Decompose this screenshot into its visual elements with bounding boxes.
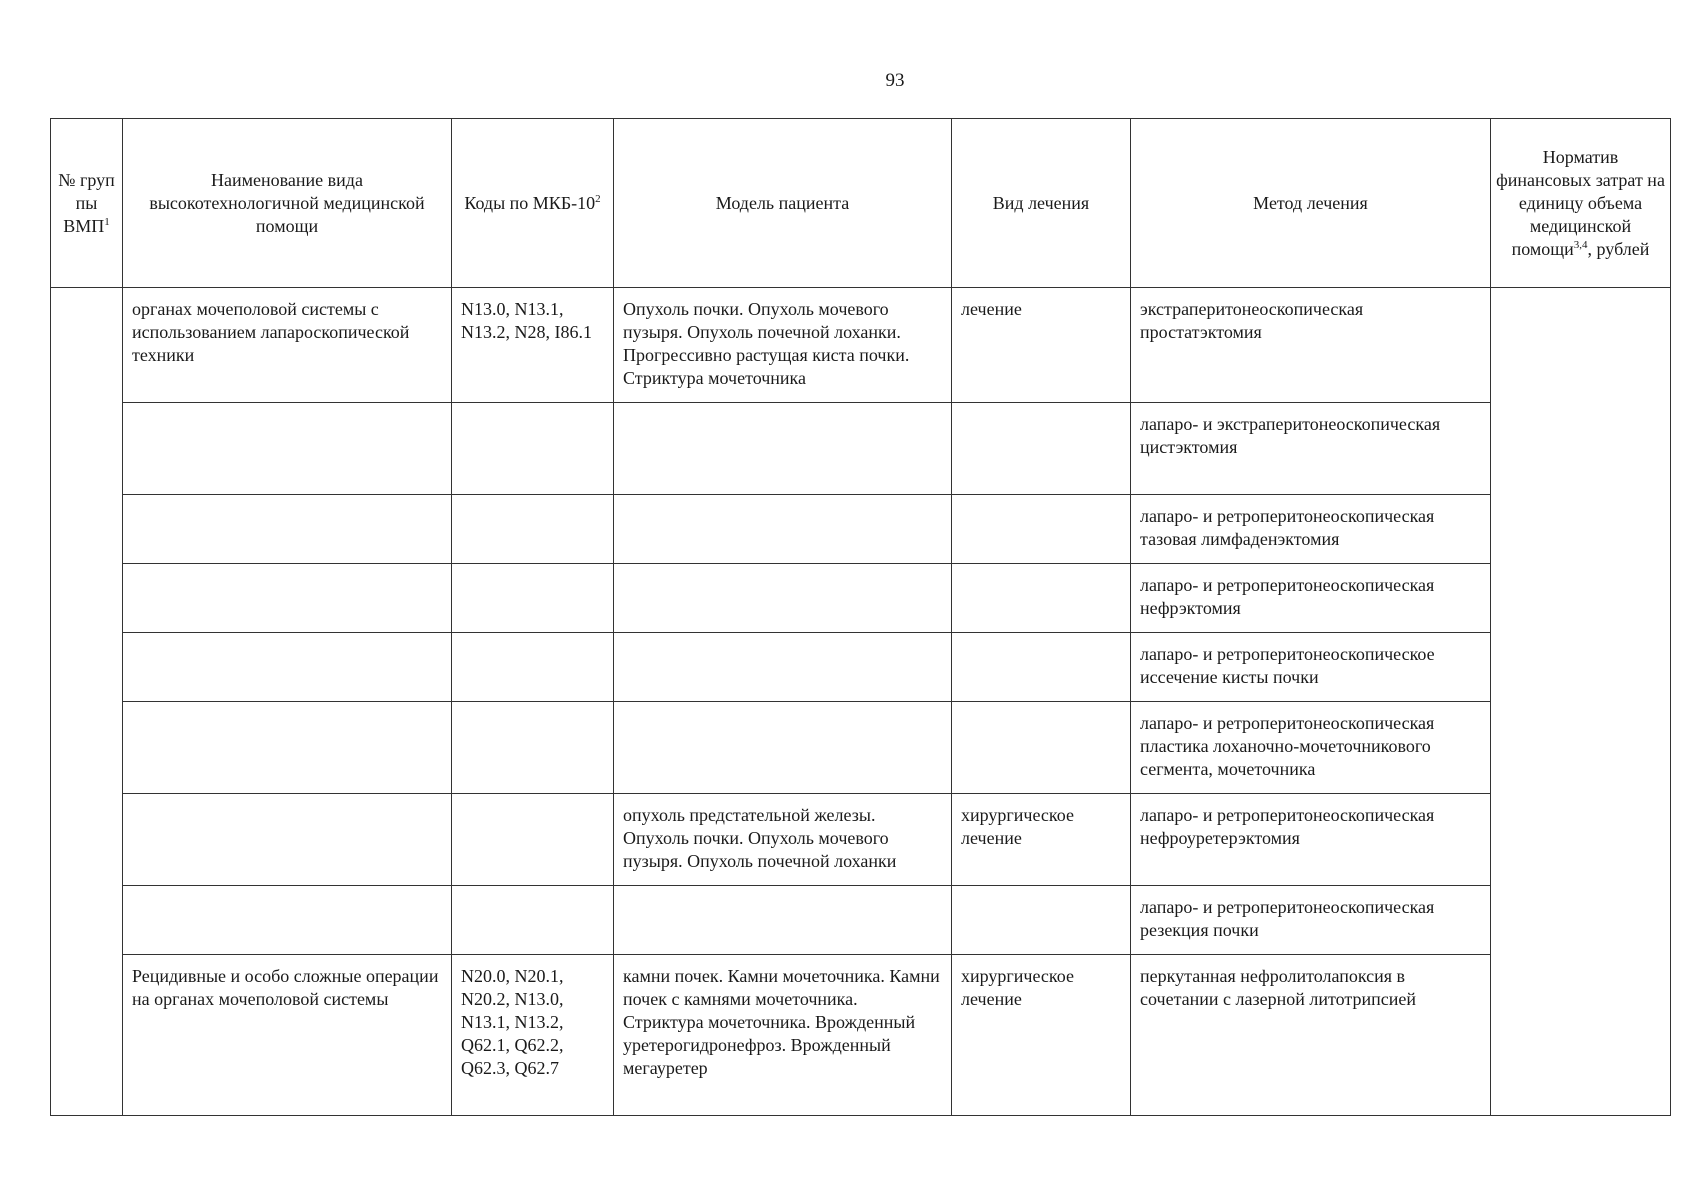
icd-codes-cell (452, 886, 614, 955)
treatment-type-cell (952, 886, 1131, 955)
icd-codes-cell (452, 564, 614, 633)
vmp-name-cell (123, 886, 452, 955)
header-treatment-method: Метод лечения (1131, 119, 1491, 288)
group-no-cell (51, 288, 123, 1116)
treatment-type-cell (952, 702, 1131, 794)
header-patient-model: Модель пациента (614, 119, 952, 288)
treatment-type-cell: хирургическое лечение (952, 955, 1131, 1116)
icd-codes-cell: N20.0, N20.1, N20.2, N13.0, N13.1, N13.2, Q62.1, Q62.2, Q62.3, Q62.7 (452, 955, 614, 1116)
treatment-method-cell: лапаро- и ретроперитонеоскопическое иссечение кисты почки (1131, 633, 1491, 702)
header-vmp-name: Наименование вида высокотехнологичной медицинской помощи (123, 119, 452, 288)
vmp-name-cell (123, 794, 452, 886)
patient-model-cell (614, 564, 952, 633)
treatment-type-cell (952, 564, 1131, 633)
treatment-method-cell: лапаро- и ретроперитонеоскопическая тазовая лимфаденэктомия (1131, 495, 1491, 564)
table-row (51, 564, 1671, 633)
treatment-type-cell (952, 403, 1131, 495)
vmp-name-cell: органах мочеполовой системы с использованием лапароскопической техники (123, 288, 452, 403)
treatment-method-cell: лапаро- и ретроперитонеоскопическая нефрэктомия (1131, 564, 1491, 633)
header-treatment-type: Вид лечения (952, 119, 1131, 288)
treatment-method-cell: экстраперитонеоскопическая простатэктомия (1131, 288, 1491, 403)
patient-model-cell (614, 702, 952, 794)
treatment-method-cell: лапаро- и ретроперитонеоскопическая пластика лоханочно-мочеточникового сегмента, мочеточника (1131, 702, 1491, 794)
patient-model-cell (614, 403, 952, 495)
header-cost-norm: Норматив финансовых затрат на единицу объема медицинской помощи$^{3,4}$, рублей (1491, 119, 1671, 288)
table-header-row (51, 119, 1671, 288)
table-row (51, 702, 1671, 794)
treatment-type-cell: лечение (952, 288, 1131, 403)
vmp-name-cell (123, 564, 452, 633)
vmp-name-cell (123, 403, 452, 495)
vmp-name-cell: Рецидивные и особо сложные операции на органах мочеполовой системы (123, 955, 452, 1116)
page-number: 93 (885, 70, 905, 91)
treatment-type-cell: хирургическое лечение (952, 794, 1131, 886)
header-icd-codes: Коды по МКБ-$10^2$ (452, 119, 614, 288)
patient-model-cell: камни почек. Камни мочеточника. Камни почек с камнями мочеточника. Стриктура мочеточника. Врожденный уретерогидронефроз. Врожденный мегауретер (614, 955, 952, 1116)
icd-codes-cell (452, 702, 614, 794)
icd-codes-cell (452, 633, 614, 702)
header-group-no: № груп пы ВМП$^1$ (51, 119, 123, 288)
cost-norm-cell (1491, 288, 1671, 1116)
vmp-table (50, 118, 1671, 1116)
patient-model-cell: Опухоль почки. Опухоль мочевого пузыря. Опухоль почечной лоханки. Прогрессивно растущая киста почки. Стриктура мочеточника (614, 288, 952, 403)
table-row (51, 403, 1671, 495)
treatment-method-cell: лапаро- и экстраперитонеоскопическая цистэктомия (1131, 403, 1491, 495)
icd-codes-cell: N13.0, N13.1, N13.2, N28, I86.1 (452, 288, 614, 403)
patient-model-cell: опухоль предстательной железы. Опухоль почки. Опухоль мочевого пузыря. Опухоль почечной лоханки (614, 794, 952, 886)
table-row (51, 633, 1671, 702)
table-row (51, 495, 1671, 564)
vmp-name-cell (123, 633, 452, 702)
icd-codes-cell (452, 794, 614, 886)
icd-codes-cell (452, 403, 614, 495)
icd-codes-cell (452, 495, 614, 564)
patient-model-cell (614, 495, 952, 564)
treatment-method-cell: перкутанная нефролитолапоксия в сочетании с лазерной литотрипсией (1131, 955, 1491, 1116)
treatment-type-cell (952, 633, 1131, 702)
patient-model-cell (614, 886, 952, 955)
treatment-type-cell (952, 495, 1131, 564)
table-row (51, 288, 1671, 403)
vmp-name-cell (123, 495, 452, 564)
patient-model-cell (614, 633, 952, 702)
vmp-name-cell (123, 702, 452, 794)
treatment-method-cell: лапаро- и ретроперитонеоскопическая нефроуретерэктомия (1131, 794, 1491, 886)
table-row (51, 955, 1671, 1116)
table-row (51, 794, 1671, 886)
table-row (51, 886, 1671, 955)
treatment-method-cell: лапаро- и ретроперитонеоскопическая резекция почки (1131, 886, 1491, 955)
